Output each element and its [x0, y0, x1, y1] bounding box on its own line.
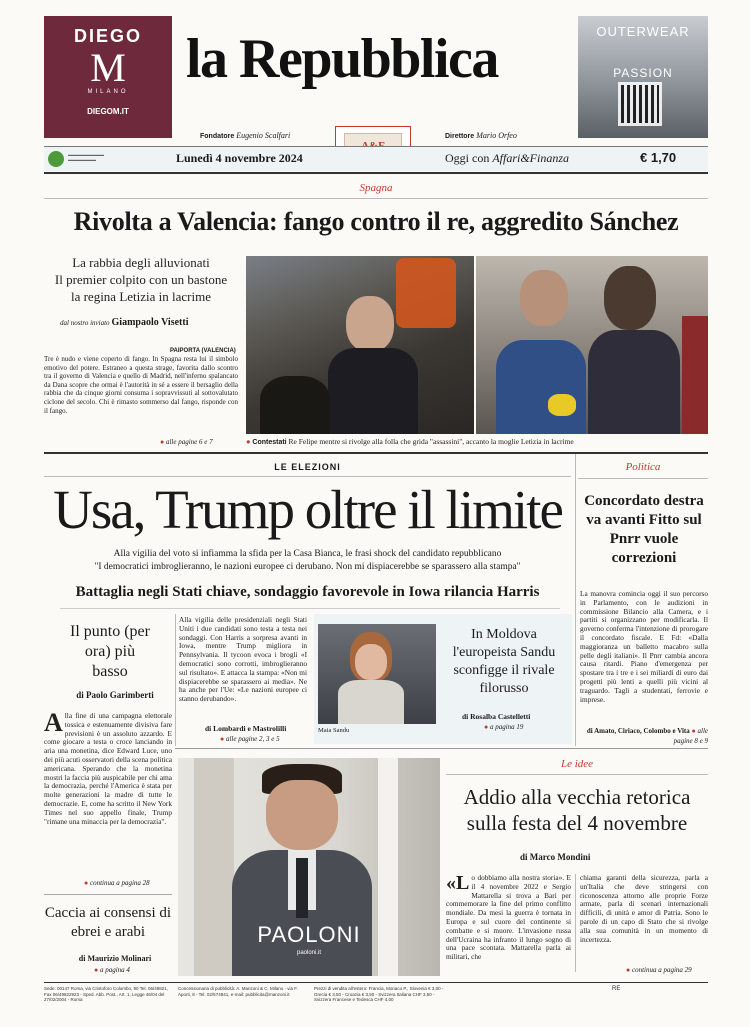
supplement-name: Affari&Finanza	[492, 151, 569, 165]
elezioni-page-ref[interactable]	[220, 734, 280, 744]
moldova-headline: In Moldova l'europeista Sandu sconfigge il rivale filorusso	[452, 627, 556, 696]
caccia-headline: Caccia ai consensi di ebrei e arabi	[44, 905, 172, 940]
recycle-icon	[48, 151, 64, 167]
idee-kicker-rule	[446, 774, 708, 775]
supplement-prefix: Oggi con	[445, 151, 490, 165]
founder-name: Eugenio Scalfari	[236, 131, 291, 140]
ad-outerwear-line2: PASSION	[613, 66, 673, 80]
ad-diego-brand: DIEGO	[73, 26, 142, 46]
issue-date: Lunedì 4 novembre 2024	[176, 151, 303, 165]
idee-page-ref[interactable]	[626, 965, 692, 975]
page-ref-dot-icon: ●	[484, 723, 489, 731]
spagna-page-ref-text: alle pagine 6 e 7	[165, 438, 213, 446]
elezioni-subheadline: Battaglia negli Stati chiave, sondaggio favorevole in Iowa rilancia Harris	[75, 584, 540, 600]
footer-rule	[44, 982, 708, 983]
moldova-page-ref[interactable]	[484, 722, 523, 732]
idee-body-col1	[446, 874, 571, 962]
caption-dot-icon: ●	[246, 437, 251, 446]
spagna-byline-prefix: dal nostro inviato	[60, 319, 110, 327]
caccia-page-ref[interactable]	[94, 965, 130, 975]
vrule-idee	[575, 874, 576, 972]
spagna-caption	[246, 437, 708, 448]
elezioni-page-ref-text: alle pagine 2, 3 e 5	[225, 735, 280, 743]
footer-mid: Concessionaria di pubblicità: A. Manzoni & C. Milano - via F. Aporti, 8 - Tel. 02/574941, e-mail: pubblicita@manzoni.it	[178, 986, 298, 997]
elezioni-sub-rule	[60, 608, 560, 609]
spagna-byline	[60, 318, 230, 328]
section-rule-1	[44, 452, 708, 454]
moldova-caption: Maia Sandu	[318, 727, 350, 734]
spagna-caption-label: Contestati	[252, 439, 287, 446]
page-ref-dot-icon: ●	[220, 735, 225, 743]
spagna-headline: Rivolta a Valencia: fango contro il re, aggredito Sánchez	[73, 207, 679, 236]
ad-diego-url: DIEGOM.IT	[87, 107, 129, 116]
spagna-photo-king	[246, 256, 474, 434]
spagna-kicker-rule	[44, 198, 708, 199]
spagna-body-text: Tre è nudo e viene coperto di fango. In Spagna resta lui il simbolo emotivo del potere. Estraneo a questa strage, favorita dallo scontro tra il governo di Valencia e quello di Madrid, nell'inferno spalancato da Dana scopre che ormai è l'autorità in sé a essere il bersaglio della rabbia che da cinque giorni consuma i sopravvissuti al sottovalutato ciclone del secolo. Chi è rimasto sommerso dal fango, risponde con il fango.	[44, 355, 238, 415]
founder-line	[200, 131, 290, 142]
elezioni-deck: Alla vigilia del voto si infiamma la sfida per la Casa Bianca, le frasi shock del candidato repubblicano "I democratici imbroglieranno, le nazioni europee ci derubano. Non mi dispiacerebbe se sparassero alla stampa"	[94, 549, 521, 572]
caccia-byline-text: di Maurizio Molinari	[78, 954, 152, 963]
cover-price: € 1,70	[640, 150, 677, 165]
ad-diego-m[interactable]	[44, 16, 172, 138]
ad-outerwear-line1: OUTERWEAR	[596, 24, 690, 39]
page-ref-dot-icon: ●	[626, 966, 631, 974]
ad-paoloni[interactable]	[178, 758, 440, 976]
idee-byline-text: di Marco Mondini	[520, 852, 591, 862]
elezioni-kicker: LE ELEZIONI	[274, 462, 341, 472]
idee-body2: chiama garanti della sicurezza, parla a un'Italia che deve stringersi con riconoscenza attorno alle proprie Forze armate, parla di scenari internazionali difficili, di unità e amor di Patria. Sono le parole di un capo di Stato che si rivolge alla sua comunità in un momento di incertezza.	[580, 873, 708, 944]
punto-headline: Il punto (per ora) più basso	[70, 623, 150, 680]
qr-code-icon	[618, 82, 662, 126]
idee-page-ref-text: continua a pagina 29	[631, 966, 692, 974]
page-ref-dot-icon: ●	[160, 438, 165, 446]
director-name: Mario Orfeo	[476, 131, 517, 140]
punto-body-text: lla fine di una campagna elettorale tossica e estenuamente divisiva fare previsioni è un assoluto azzardo. E come giocare a testa o croce lanciando in aria una monetina, dice Edward Luce, uno dei più acuti osservatori della scena politica americana. Sperando che la monetina mostri la faccia più auspicabile per chi ama la democrazia, perché l'America è stata per molte generazioni la madre di tutte le democrazie. E, come ha scritto il New York Times nel suo appello finale, Trump "rimane una minaccia per la democrazia".	[44, 711, 172, 826]
punto-divider	[44, 894, 172, 895]
idee-kicker: Le idee	[560, 758, 594, 770]
politica-byline	[580, 726, 708, 746]
moldova-photo	[318, 624, 436, 724]
idee-body1: o dobbiamo alla nostra storia». E il 4 novembre 2022 e Sergio Mattarella si trova a Bari per commemorare la fine del primo conflitto mondiale. Da mesi la guerra è tornata in Europa e sul cuore del continente si combatte e si muore. L'invasione russa dell'Ucraina ha infranto il lungo sogno di una pace scontata. Mattarella parla ai militari, che	[446, 873, 571, 962]
politica-byline-text: di Amato, Ciriaco, Colombo e Vita	[586, 727, 690, 735]
politica-kicker-rule	[578, 478, 708, 479]
supplement-line	[445, 151, 569, 166]
spagna-kicker: Spagna	[359, 182, 393, 194]
ad-outerwear[interactable]	[578, 16, 708, 138]
elezioni-headline: Usa, Trump oltre il limite	[53, 479, 562, 540]
politica-kicker: Politica	[625, 461, 661, 473]
masthead-title: la Repubblica	[186, 28, 498, 90]
punto-byline	[60, 690, 170, 700]
date-bar-bottom-rule	[44, 172, 708, 174]
caccia-byline	[60, 954, 170, 964]
politica-body-text: La manovra comincia oggi il suo percorso in Parlamento, con le audizioni in commissione Bilancio alla Camera, e i partiti si organizzano per modificarla. Il governo conferma l'intenzione di prorogare il concordato fiscale. E Fd: «Dalla maggioranza un balletto macabro sulla pelle degli italiani». Il Pnrr cambia ancora causa ritardi. Piano d'emergenza per spostare tra i tre e i sei miliardi di euro dai progetti più lenti a quelli più vicini al traguardo. Tagli a studentati, ferrovie e imprese.	[580, 589, 708, 704]
spagna-byline-name: Giampaolo Visetti	[111, 317, 189, 328]
vrule-1	[175, 614, 176, 746]
moldova-page-ref-text: a pagina 19	[489, 723, 524, 731]
page-ref-dot-icon: ●	[691, 727, 696, 735]
spagna-photo-queen	[476, 256, 708, 434]
punto-byline-text: di Paolo Garimberti	[76, 690, 154, 700]
footer-right: Prezzi di vendita all'estero: Francia, Monaco P., Slovenia € 3,00 - Grecia € 3,50 - Croazia € 3,50 - Svizzera Italiana CHF 3,50 - Svizzera Francese e Tedesca CHF 4,00	[314, 986, 444, 1002]
page-ref-dot-icon: ●	[94, 966, 99, 974]
politica-headline: Concordato destra va avanti Fitto sul Pnrr vuole correzioni	[584, 493, 704, 566]
director-line	[445, 131, 517, 142]
caccia-page-ref-text: a pagina 4	[99, 966, 130, 974]
spagna-caption-text: Re Felipe mentre si rivolge alla folla che grida "assassini", accanto la moglie Letizia in lacrime	[288, 437, 574, 446]
footer-left: Sede: 00147 Roma, via Cristoforo Colombo, 90 Tel. 06/49821, Fax 06/49822923 - Sped. Abb. Post., Art. 1, Legge 46/04 del 27/02/2004 - Roma	[44, 986, 168, 1002]
punto-dropcap: A	[44, 708, 63, 737]
founder-label: Fondatore	[200, 133, 235, 140]
moldova-byline-text: di Rosalba Castelletti	[462, 712, 531, 721]
page-ref-dot-icon: ●	[84, 879, 89, 887]
elezioni-body	[179, 616, 307, 704]
spagna-subhead: La rabbia degli alluvionati Il premier colpito con un bastone la regina Letizia in lacrime	[54, 255, 228, 304]
idee-headline: Addio alla vecchia retorica sulla festa del 4 novembre	[463, 785, 691, 835]
recycle-note: ▬▬▬▬▬▬▬▬▬ ▬▬▬▬▬▬▬	[68, 152, 104, 162]
ad-diego-letter: M	[90, 45, 126, 90]
punto-page-ref-text: continua a pagina 28	[89, 879, 150, 887]
ad-paoloni-brand: PAOLONI	[257, 922, 361, 947]
director-label: Direttore	[445, 133, 475, 140]
spagna-dateline: PAIPORTA (VALENCIA)	[170, 348, 236, 354]
ad-diego-city: MILANO	[87, 89, 129, 95]
vrule-politica	[575, 454, 576, 746]
punto-body	[44, 708, 172, 826]
moldova-byline	[462, 712, 530, 722]
footer-page-code: RE	[612, 986, 621, 992]
section-rule-2	[175, 748, 708, 749]
politica-page-ref-text: alle pagine 8 e 9	[673, 727, 708, 745]
spagna-body	[44, 355, 238, 415]
punto-page-ref[interactable]	[84, 878, 150, 888]
idee-dropcap: «L	[446, 872, 470, 894]
idee-byline	[520, 852, 590, 862]
elezioni-byline-text: di Lombardi e Mastrolilli	[205, 724, 287, 733]
politica-body	[580, 590, 708, 704]
elezioni-body-text: Alla vigilia delle presidenziali negli Stati Uniti i due candidati sono testa a testa nei sondaggi. Con Harris a sorpresa avanti in Iowa, mentre Trump migliora in Pennsylvania. Il tycoon evoca i brogli «I democratici sono corrotti, imbroglieranno sul risultato». E attacca la stampa: «Non mi dispiacerebbe se sparassero ai media». Ne ha anche per l'Ue: «Le nazioni europee ci stanno derubando».	[179, 615, 307, 704]
ad-paoloni-url: paoloni.it	[296, 950, 322, 956]
elezioni-byline	[205, 724, 286, 734]
idee-body-col2	[580, 874, 708, 944]
spagna-page-ref[interactable]	[160, 437, 213, 447]
